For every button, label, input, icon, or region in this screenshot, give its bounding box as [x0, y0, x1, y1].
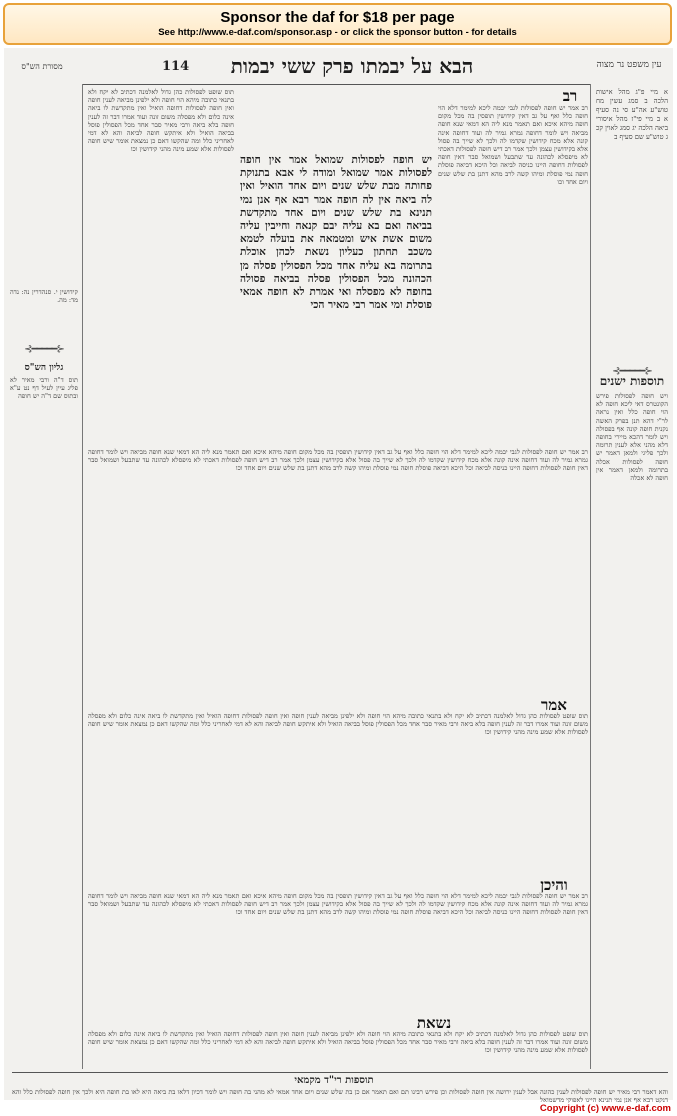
tosafot-yeshanim-label: תוספות ישנים — [599, 374, 665, 388]
gemara-text: יש חופה לפסולות שמואל אמר אין חופה לפסולות אמר שמואל ומודה לי אבא בתנוקת פחותה מבת שלש שנים ויום אחד הואיל ואין לה ביאה אין לה חופה אמר רבא אף אנן נמי תנינא בת שלש שנים ויום אחד מתקדשת בביאה ואם בא עליה יבם קנאה וחייבין עליה משום אשת איש ומטמאה את בועלה לטמא משכב תחתון כעליון נשאת לכהן אוכלת בתרומה בא עליה אחד מכל הפסולין פסלה מן הכהונה מכל הפסולין פסלה בביאה פסולה בחופה לא מפסלה ואי אמרת לא חופה אמאי פוסלת ומי אמר רבי מאיר הכי — [240, 154, 432, 312]
page-title: הבא על יבמתו פרק ששי יבמות — [230, 54, 474, 78]
sponsor-banner[interactable] — [3, 3, 672, 45]
masoret-hashas-text: קידושין י. סנהדרין נה: נדה מד: מה. — [10, 288, 78, 305]
ein-mishpat-text: א מיי פ"ג מהל אישות הלכה ב סמג עשין מח טוש"ע אה"ע סי נה סעיף א ב מיי פי"ז מהל איסורי ביאה הלכה יג סמג לאוין קכ ג טוש"ע שם סעיף ב — [596, 88, 668, 141]
right-margin-rule — [590, 84, 591, 1069]
rashi-commentary: תוס שופט לפסולות כהן גדול לאלמנה דכתיב לא יקח ולא בתנאי כתובה מיהא הוי חופה ולא ילפינן מביאה לענין חופה ואין חופה לפסולות דחופה הואיל ואין מתקדשת לו ביאה אינה כלום ולא מפסלה משום זונה ועוד אמרו דבר זה לענין חופה בלא ביאה ורבי מאיר סבר אחד מכל הפסולין פוסל בביאה הואיל ולא איתקש חופה לביאה והא לא דמי לאחריני כלל ומה שהקשו דאם כן נמצאת אומר שיש חופה לפסולות אלא שמע מינה מהני קידושין וכו — [88, 88, 234, 154]
sponsor-title: Sponsor the daf for $18 per page — [220, 9, 455, 26]
tosafot-opening-word: רב — [562, 87, 578, 105]
commentary-heading-vehechan: והיכן — [540, 876, 568, 894]
divider-ornament: ⊰━━━━━⊱ — [612, 366, 652, 377]
commentary-heading-nisset: נשאת — [416, 1014, 452, 1032]
divider-ornament: ⊰━━━━━⊱ — [24, 344, 64, 355]
tosafot-yeshanim-text: ויש חופה לפסולות פירש הקונטרס דאי ליכא חופה לא הוי חופה כלל ואין נראה לר"י דהא תנן בפרק האשה נקנית חופה קונה אף בפסולה ויש לומר דהכא מיירי בחופה דלא מהני אלא לענין תרומה ולכך פליגי ולמאן דאמר יש חופה לפסולות אכלה בתרומה ולמאן דאמר אין חופה לא אכלה — [596, 392, 668, 483]
left-margin-rule — [82, 84, 83, 1069]
header-rule — [82, 84, 590, 85]
bottom-commentary: והא דאמר רבי מאיר יש חופה לפסולות לענין כהונה אבל לענין ירושה אין חופה לפסולות וכן פירש רבינו תם ואם תאמר אם כן בת שלש שנים ויום אחד אמאי לא מהני בה חופה ויש לומר דכיון דלאו בת ביאה היא לאו בת חופה היא ולכך אין חופה לפסולות כלל והא דנקט רבא אף אנן נמי תנינא היינו לאפוקי מדשמואל — [12, 1088, 668, 1105]
copyright-link[interactable]: Copyright (c) www.e-daf.com — [539, 1103, 671, 1114]
bottom-section-label: תוספות רי"ד מקמאי — [294, 1075, 374, 1086]
tosafot-continuation: רב אמר יש חופה לפסולות לגבי יבמה ליכא למימר דלא הוי חופה כלל ואף על גב דאין קידושין תופסין בה מכל מקום חופה מיהא איכא ואם תאמר מנא ליה הא דמאי שנא חופה מביאה ויש לומר דחופה גמרא גמיר לה ועוד דחופה אינה קונה אלא מכח קידושין שקדמו לה ולכך לא שייך בה פסול אלא בקידושין עצמן ולכך אמר רב דיש חופה לפסולות דאכתי לא מיפסלא לכהונה עד שתבעל ושמואל סבר דאין חופה לפסולות דחופה היינו כניסה לביאה וכל היכא דביאה פוסלת חופה נמי פוסלת ומיהו קשה לרב מהא דתנן בת שלש שנים ויום אחד וכו — [88, 448, 588, 473]
rashi-third-block: תוס שופט לפסולות כהן גדול לאלמנה דכתיב לא יקח ולא בתנאי כתובה מיהא הוי חופה ולא ילפינן מביאה לענין חופה ואין חופה לפסולות דחופה הואיל ואין מתקדשת לו ביאה אינה כלום ולא מפסלה משום זונה ועוד אמרו דבר זה לענין חופה בלא ביאה ורבי מאיר סבר אחד מכל הפסולין פוסל בביאה הואיל ולא איתקש חופה לביאה והא לא דמי לאחריני כלל ומה שהקשו דאם כן נמצאת אומר שיש חופה לפסולות אלא שמע מינה מהני קידושין וכו — [88, 1030, 588, 1055]
page-number: 114 — [162, 59, 190, 74]
bottom-rule — [12, 1072, 668, 1073]
gilyon-text: תוס ד"ה ורבי מאיר לא פליג עיין לעיל דף נט ע"א ובתוס שם ד"ה יש חופה — [10, 376, 78, 401]
rashi-continuation: תוס שופט לפסולות כהן גדול לאלמנה דכתיב לא יקח ולא בתנאי כתובה מיהא הוי חופה ולא ילפינן מביאה לענין חופה ואין חופה לפסולות דחופה הואיל ואין מתקדשת לו ביאה אינה כלום ולא מפסלה משום זונה ועוד אמרו דבר זה לענין חופה בלא ביאה ורבי מאיר סבר אחד מכל הפסולין פוסל בביאה הואיל ולא איתקש חופה לביאה והא לא דמי לאחריני כלל ומה שהקשו דאם כן נמצאת אומר שיש חופה לפסולות אלא שמע מינה מהני קידושין וכו — [88, 712, 588, 737]
tosafot-commentary: רב אמר יש חופה לפסולות לגבי יבמה ליכא למימר דלא הוי חופה כלל ואף על גב דאין קידושין תופסין בה מכל מקום חופה מיהא איכא ואם תאמר מנא ליה הא דמאי שנא חופה מביאה ויש לומר דחופה גמרא גמיר לה ועוד דחופה אינה קונה אלא מכח קידושין שקדמו לה ולכך לא שייך בה פסול אלא בקידושין עצמן ולכך אמר רב דיש חופה לפסולות דאכתי לא מיפסלא לכהונה עד שתבעל ושמואל סבר דאין חופה לפסולות דחופה היינו כניסה לביאה וכל היכא דביאה פוסלת חופה נמי פוסלת ומיהו קשה לרב מהא דתנן בת שלש שנים ויום אחד וכו — [438, 104, 588, 186]
sponsor-subtitle: See http://www.e-daf.com/sponsor.asp - or click the sponsor button - for details — [158, 27, 517, 38]
gilyon-label: גליון הש"ס — [24, 363, 64, 373]
commentary-heading-amar: אמר — [541, 696, 567, 714]
ein-mishpat-label: עין משפט נר מצוה — [596, 60, 662, 70]
tosafot-third-block: רב אמר יש חופה לפסולות לגבי יבמה ליכא למימר דלא הוי חופה כלל ואף על גב דאין קידושין תופסין בה מכל מקום חופה מיהא איכא ואם תאמר מנא ליה הא דמאי שנא חופה מביאה ויש לומר דחופה גמרא גמיר לה ועוד דחופה אינה קונה אלא מכח קידושין שקדמו לה ולכך לא שייך בה פסול אלא בקידושין עצמן ולכך אמר רב דיש חופה לפסולות דאכתי לא מיפסלא לכהונה עד שתבעל ושמואל סבר דאין חופה לפסולות דחופה היינו כניסה לביאה וכל היכא דביאה פוסלת חופה נמי פוסלת ומיהו קשה לרב מהא דתנן בת שלש שנים ויום אחד וכו — [88, 892, 588, 917]
talmud-page — [4, 48, 673, 1105]
masoret-hashas-label: מסורת הש"ס — [21, 62, 63, 71]
